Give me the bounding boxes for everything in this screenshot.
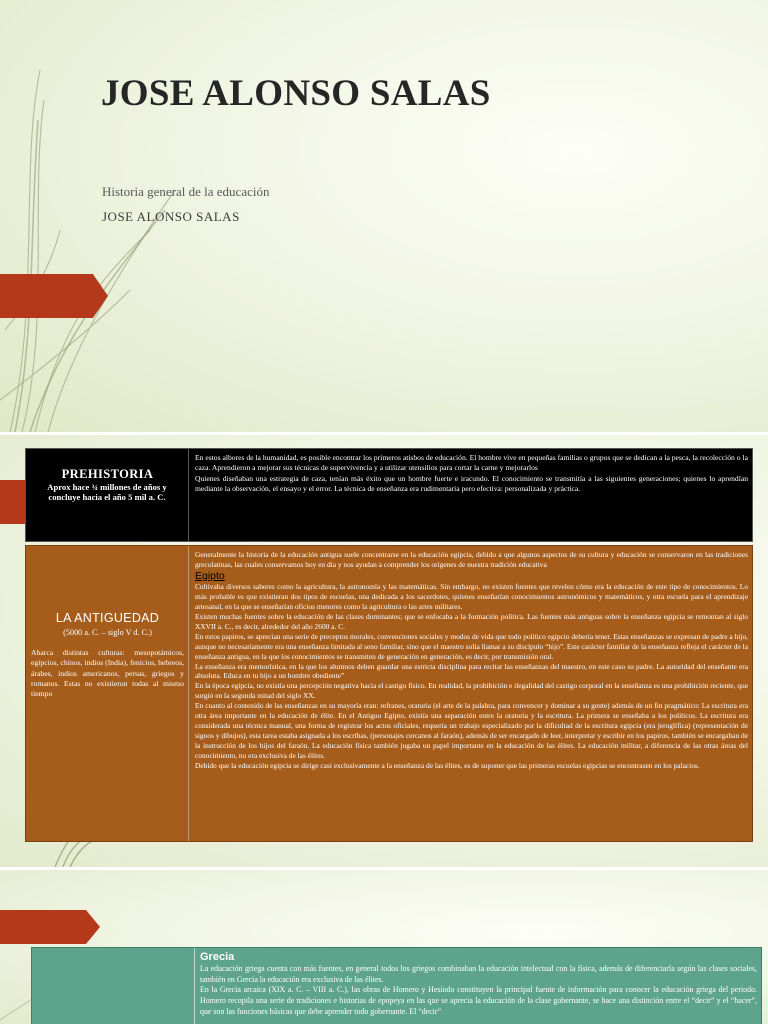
- prehistoria-content-cell: [189, 449, 752, 541]
- prehistoria-period: Aprox hace ¾ millones de años y concluye hacia el año 5 mil a. C.: [47, 482, 167, 502]
- page-title: JOSE ALONSO SALAS: [101, 73, 491, 114]
- antiguedad-content-cell: [189, 546, 752, 841]
- antiguedad-description: Abarca distintas culturas: mesopotámicos, egipcios, chinos, indios (India), fenicios, hebreos, árabes, indios americanos, persas, griegos y romanos. Estas no existieron todas al mismo tiempo: [31, 648, 184, 699]
- prehistoria-row: [25, 448, 753, 542]
- antiguedad-intro: Generalmente la historia de la educación antigua suele concentrarse en la educación egipcia, debido a que algunos aspectos de su cultura y educación se conservaron en las tradiciones grecolatinas, las cuales conservamos hoy en día y nos ayudan a comprender los orígenes de nuestra tradición educativa: [195, 550, 748, 569]
- title-slide: [0, 0, 768, 432]
- egipto-subheading: Egipto: [195, 569, 225, 582]
- prehistoria-header-cell: [26, 449, 189, 541]
- antiguedad-title: LA ANTIGUEDAD: [55, 611, 160, 625]
- prehistoria-title: PREHISTORIA: [61, 467, 154, 481]
- slide-accent-tab: [0, 910, 100, 944]
- author-name: JOSE ALONSO SALAS: [102, 209, 240, 224]
- prehistoria-text: En estos albores de la humanidad, es posible encontrar los primeros atisbos de educación. El hombre vive en pequeñas familias o grupos que se dedican a la pesca, la recolección o la caza. Aprendieron a mejorar sus técnicas de supervivencia y a utilizar utensilios para cortar la carne y mejorarlos Quienes diseñaban una estrategia de caza, tenían más éxito que un hombre fuerte e iracundo. El conocimiento se transmitía a las siguientes generaciones; quienes lo aprendían mediante la observación, el ensayo y el error. La técnica de enseñanza era rudimentaria pero efectiva: personalizada y práctica.: [195, 453, 748, 493]
- title-accent-tab: [0, 274, 108, 318]
- grecia-slide: [0, 870, 768, 1024]
- antiguedad-dates: (5000 a. C. – siglo V d. C.): [63, 628, 152, 637]
- history-slide: [0, 435, 768, 867]
- antiguedad-header-cell: [26, 546, 189, 841]
- presentation-subtitle: Historia general de la educación: [102, 184, 270, 199]
- antiguedad-body: Cultivaba diversos saberes como la agricultura, la astronomía y las matemáticas. Sin embargo, no existen fuentes que revelen cómo era la educación de este tipo de conocimientos. Lo más probable es que existieran dos tipos de escuelas, una dedicada a los sacerdotes, quienes enseñarían conocimientos astronómicos y matemáticos, y otra escuela para el aprendizaje artesanal, en la que se enseñarían oficios menores como la agricultura o las artes militares. Existen muchas fuentes sobre la educación de las clases dominantes; que se enfocaba a la formación política. Las fuentes más antiguas sobre la enseñanza egipcia se remontan al siglo XXVII a. C., es decir, alrededor del año 2600 a. C. En estos papiros, se aprecian una serie de preceptos morales, convenciones sociales y modos de vida que todo político egipcio debería tener. Estas enseñanzas se expresan de padre a hijo, aunque no necesariamente era una enseñanza limitada al seno familiar, sino que el maestro solía llamar a su discípulo “hijo”. Este carácter familiar de la enseñanza refleja el carácter de la enseñanza antigua, en la que los conocimientos se transmiten de generación en generación, es decir, por transmisión oral. La enseñanza era memorística, en la que los alumnos deben guardar una estricta disciplina para recitar las enseñanzas del maestro, en este caso su padre. La autoridad del enseñante era absoluta. Educa en tu hijo a un hombre obediente” En la época egipcia, no existía una percepción negativa hacia el castigo físico. En realidad, la prohibición e ilegalidad del castigo corporal en la enseñanza es una prohibición reciente, que surgió en la segunda mitad del siglo XX. En cuanto al contenido de las enseñanzas en su mayoría eran: refranes, oratoria (el arte de la palabra, para convencer y dominar a su gente) además de un fin pragmático: La escritura era otra área importante en la educación de élite. En el Antiguo Egipto, existía una separación entre la oratoria y la escritura. La primera se enseñaba a los políticos. La escritura era considerada una técnica manual, una forma de registrar los actos oficiales, requería un trabajo especializado por la dificultad de la escritura egipcia (era jeroglífica) (representación de signos y dibujos), esta tarea estaba asignada a los escribas, (personajes cercanos al faraón), además de ser encargado de leer, interpretar y escribir en los papiros, también se encargaban de la instrucción de los hijos del faraón. La educación física también jugaba un papel importante en la educación de las élites. La educación militar, a diferencia de las otras áreas del conocimiento, no era exclusiva de las élites. Debido que la educación egipcia se dirige casi exclusivamente a la enseñanza de las élites, es de suponer que las primeras escuelas egipcias se encontrasen en los palacios.: [195, 581, 748, 771]
- grecia-header-cell: [32, 948, 195, 1024]
- grecia-row: [31, 947, 762, 1024]
- grecia-text: La educación griega cuenta con más fuentes, en general todos los griegos combinaban la educación intelectual con la física, además de diferenciarla según las clases sociales, también en Grecia la educación era exclusiva de las élites. En la Grecia arcaica (XIX a. C. – VIII a. C.), las obras de Homero y Hesíodo constituyen la principal fuente de información para conocer la educación griega del periodo. Homero recopila una serie de tradiciones e historias de epopeya en las que se aprecia la educación de la clase gobernante, se hace una distinción entre el “decir” y el “hacer”, que son las funciones básicas que debe aprender todo gobernante. El “decir”: [200, 964, 757, 1016]
- grecia-content-cell: [195, 948, 761, 1024]
- antiguedad-row: [25, 545, 753, 842]
- grecia-title: Grecia: [200, 951, 235, 963]
